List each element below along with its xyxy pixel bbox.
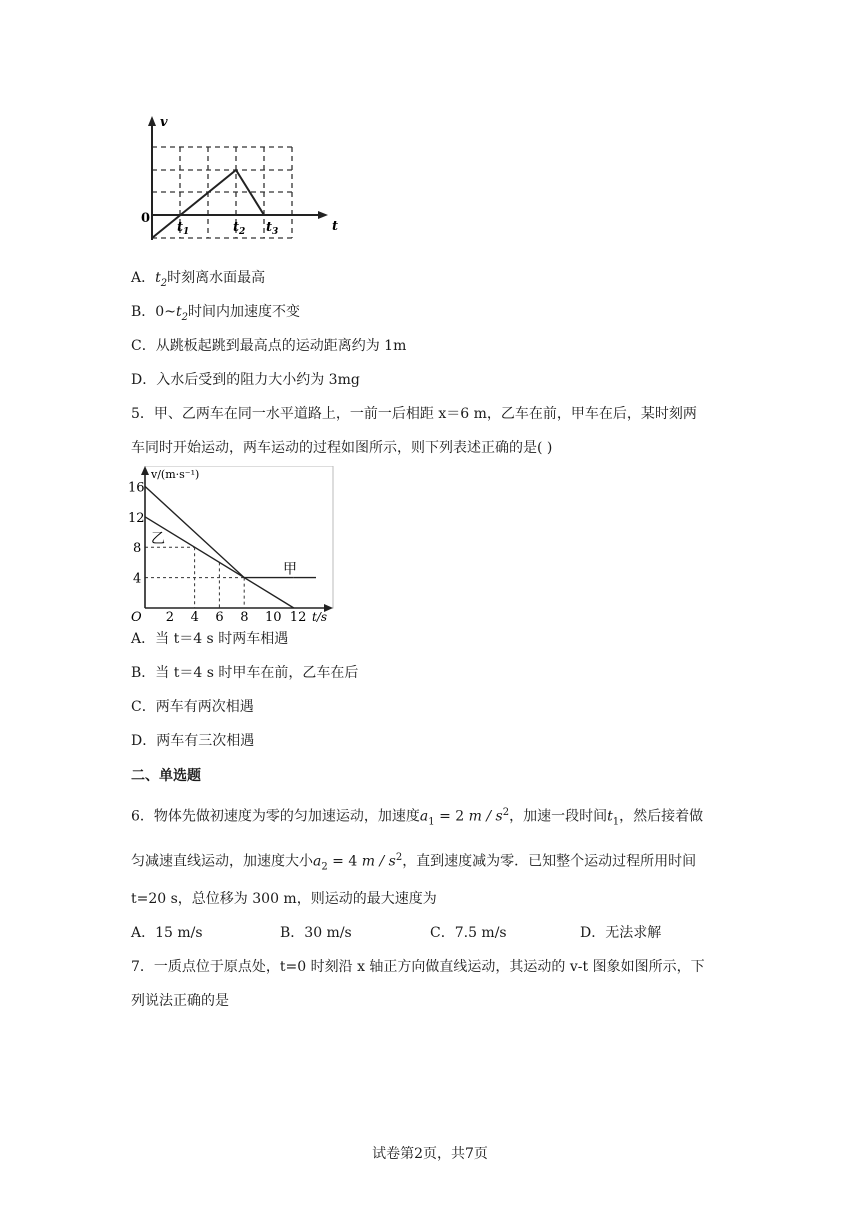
q5-option-d: D．两车有三次相遇 [131, 733, 255, 749]
section-heading: 二、单选题 [131, 768, 201, 784]
q6-option-d: D．无法求解 [580, 925, 662, 941]
x-tick-label: 8 [240, 610, 249, 625]
y-tick-label: 4 [133, 571, 142, 587]
x-tick-label: 4 [190, 610, 199, 625]
q6-stem-line2: 匀减速直线运动，加速度大小$a_2 = 4$ m / $s^2$，直到速度减为零．已知整个运动过程所用时间 [131, 852, 697, 873]
x-tick-label: 12 [289, 610, 307, 625]
q6-option-b: B．30 m/s [280, 925, 352, 941]
x-tick-label: 10 [265, 610, 282, 625]
y-tick-label: 16 [128, 480, 145, 496]
y-tick-label: 12 [128, 510, 145, 526]
x-tick-label: 2 [165, 610, 175, 625]
page-footer: 试卷第2页，共7页 [372, 1146, 488, 1162]
q4-option-d: D．入水后受到的阻力大小约为 3mg [131, 372, 360, 388]
tick-t3: $t_3$ [266, 220, 279, 237]
y-tick-label: 8 [133, 541, 142, 557]
y-axis-arrow [141, 466, 149, 475]
v-axis-label: v [160, 115, 168, 130]
q5-option-c: C．两车有两次相遇 [131, 699, 254, 715]
x-tick-label: 6 [215, 610, 224, 625]
vt-figure-top [136, 112, 346, 248]
q5-stem-line1: 5．甲、乙两车在同一水平道路上，一前一后相距 x＝6 m，乙车在前，甲车在后，某时刻两 [131, 406, 697, 422]
x-axis-label: t/s [312, 610, 328, 624]
tick-t1: $t_1$ [177, 220, 190, 237]
series-label-yi: 乙 [151, 531, 165, 547]
q7-stem-line2: 列说法正确的是 [131, 993, 229, 1009]
t-axis-label: t [332, 219, 339, 234]
q6-option-c: C．7.5 m/s [430, 925, 507, 941]
q5-option-b: B．当 t＝4 s 时甲车在前，乙车在后 [131, 665, 359, 681]
q6-option-a: A．15 m/s [131, 925, 203, 941]
q4-option-c: C．从跳板起跳到最高点的运动距离约为 1m [131, 338, 407, 354]
origin-label: 0 [141, 211, 151, 226]
q5-option-a: A．当 t＝4 s 时两车相遇 [131, 631, 289, 647]
q5-vt-chart [128, 466, 338, 626]
q5-stem-line2: 车同时开始运动，两车运动的过程如图所示，则下列表述正确的是( ) [131, 440, 553, 456]
origin-label: O [131, 610, 142, 625]
q6-stem-line3: t=20 s，总位移为 300 m，则运动的最大速度为 [131, 891, 437, 907]
q6-stem-line1: 6．物体先做初速度为零的匀加速运动，加速度$a_1 = 2$ m / $s^2$，加速一段时间$t_1$，然后接着做 [131, 807, 704, 828]
q7-stem-line1: 7．一质点位于原点处，t=0 时刻沿 x 轴正方向做直线运动，其运动的 v-t 图象如图所示，下 [131, 959, 705, 975]
tick-t2: $t_2$ [233, 220, 246, 237]
q4-option-b: B．$0\sim t_2$时间内加速度不变 [131, 304, 300, 323]
series-label-jia: 甲 [283, 561, 297, 578]
y-axis-label: v/(m·s⁻¹) [151, 468, 200, 481]
q4-option-a: A．$t_2$时刻离水面最高 [131, 270, 266, 289]
